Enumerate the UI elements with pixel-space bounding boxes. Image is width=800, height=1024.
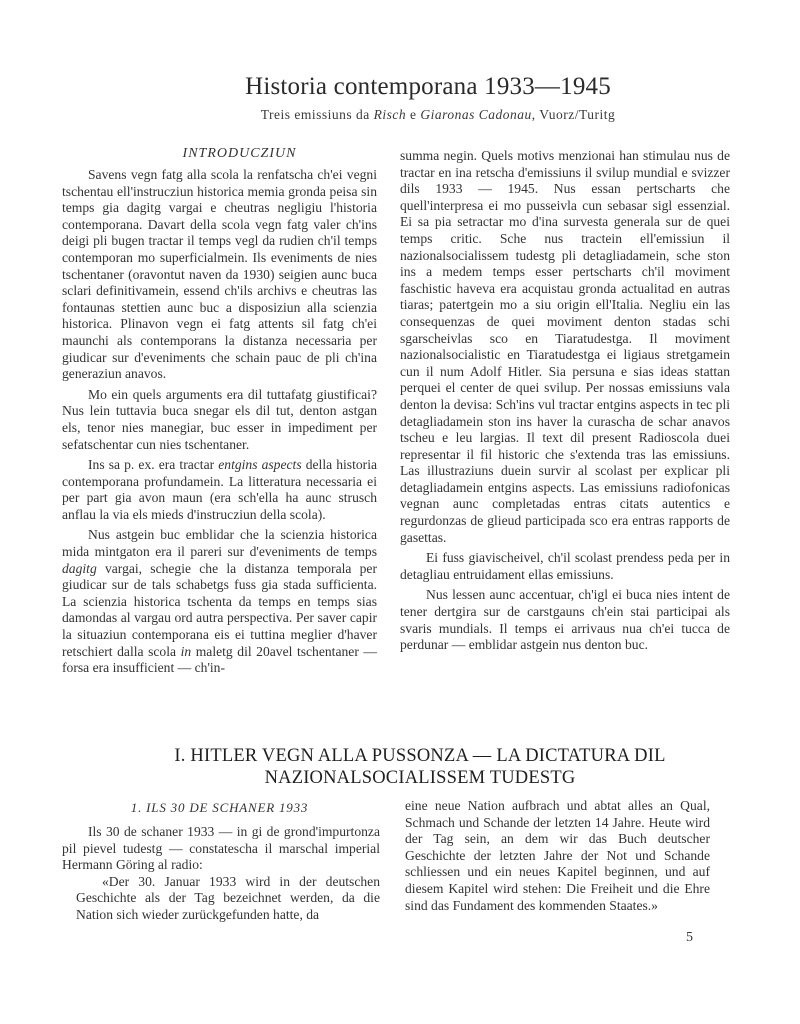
text-run: della historia contemporana profundamein. La litteratura necessaria ei per part gia avon maun (era sch'ella ha aunc strusch anflau la via els mieds d'instrucziun della scola). xyxy=(62,457,378,522)
text-run: maletg dil 20avel tschentaner — forsa era insufficient — ch'in- xyxy=(62,643,378,676)
subtitle-mid: e xyxy=(406,107,421,122)
subsection-column-left xyxy=(62,824,380,924)
emphasis-text: entgins aspects xyxy=(218,457,302,473)
intro-paragraph-5: Ei fuss giavischeivel, ch'il scolast prendess peda per in detagliau entruidament ellas emissiuns. xyxy=(400,550,730,582)
introduction-column-left xyxy=(62,167,377,677)
emphasis-text: in xyxy=(180,643,192,659)
page-number: 5 xyxy=(686,930,693,945)
intro-paragraph-3 xyxy=(62,457,377,523)
subsection-heading: 1. ILS 30 DE SCHANER 1933 xyxy=(130,800,309,815)
intro-paragraph-4 xyxy=(62,527,377,676)
intro-paragraph-2: Mo ein quels arguments era dil tuttafatg giustificai? Nus lein tuttavia buca snegar els dil tut, denton astgan els, tenor nies manegiar, buc esser in impediment per sefatschentar cun nies tschentaner. xyxy=(62,386,377,452)
subtitle-prefix: Treis emissiuns da xyxy=(260,107,374,122)
intro-paragraph-6: Nus lessen aunc accentuar, ch'igl ei buca nies intent de tener dertgira sur de carstgauns ch'ein stai participai als svaris mundials. Il temps ei arrivaus nua ch'ei tucca de perdunar — emblidar astgein nus denton buc. xyxy=(400,587,730,653)
intro-paragraph-4-continued: summa negin. Quels motivs menzionai han stimulau nus de tractar en ina retscha d'emissiuns il svilup mundial e svizzer dils 1933 — 1945. Nus essan pertscharts che quell'interpresa ei mo pusseivla cun sebasar sigl essenzial. Ei sa pia setractar mo d'ina survesta generala sur de quei temps critic. Sche nus tractein ell'emissiun il nazionalsocialissem tudestg pli detagliadamein, sche ston ins a medem temps esser pertscharts ch'il moviment faschistic haveva era acquistau gronda actualitad en autras tiaras; patertgein mo a siu origin ell'Italia. Negliu ein las consequenzas de quei moviment denton stadas schi sgarscheivlas sco en Tiaratudestga. Il moviment nazionalsocialistic en Tiaratudestga ei ligiaus stretgamein cun il num Adolf Hitler. Sia persuna e sias ideas stattan perquei el center de quei svilup. Per nossas emissiuns vala denton la devisa: Sch'ins vul tractar entgins aspects in tec pli detagliadamein ston ins haver la curascha de schar anavos tscheu e leu largias. Il text dil present Radioscola duei representar il fil historic che s'extenda tras las emissiuns. Las illustraziuns duein survir al scolast per explicar pli detagliadamein entgins aspects. Las emissiuns radiofonicas vegnan aunc completadas entras citats autentics e regurdonzas de glieud participada sco era entras rapports de gasettas. xyxy=(400,148,730,545)
page-title: Historia contemporana 1933—1945 xyxy=(245,73,611,100)
subsection-column-right xyxy=(405,798,710,914)
page-subtitle xyxy=(38,107,800,123)
subtitle-suffix: , Vuorz/Turitg xyxy=(531,107,616,122)
goering-quote-part-1: «Der 30. Januar 1933 wird in der deutschen Geschichte als der Tag bezeichnet werden, da die Nation sich wieder zurückgefunden hatte, da xyxy=(76,873,380,922)
goering-quote-part-2: eine neue Nation aufbrach und abtat alles an Qual, Schmach und Schande der letzten 14 Jahre. Heute wird der Tag sein, an dem wir das Buch deutscher Geschichte der letzten Jahre der Not und Schande schliessen und ein neues Kapitel beginnen, und auf diesem Kapitel wird stehen: Die Freiheit und die Ehre sind das Fundament des kommenden Staates.» xyxy=(405,798,710,913)
emphasis-text: dagitg xyxy=(62,560,97,576)
author-risch: Risch xyxy=(373,107,407,122)
author-giaronas-cadonau: Giaronas Cadonau xyxy=(420,107,532,122)
text-run: vargai, schegie che la distanza temporala per giudicar sur de tals schabetgs fuss gia stada sufficienta. La scienzia historica tschenta da temps en temps sias damondas al vargau ord autra perspectiva. Per saver capir la situaziun contemporana eis ei tuttina meglier d'haver retschiert dalla scola xyxy=(62,560,377,659)
text-run: Ins sa p. ex. era tractar xyxy=(88,457,219,473)
section-heading-line-2: NAZIONALSOCIALISSEM TUDESTG xyxy=(264,768,576,788)
subsection-intro: Ils 30 de schaner 1933 — in gi de grond'impurtonza pil pievel tudestg — constatescha il marschal imperial Hermann Göring al radio: xyxy=(62,824,380,873)
introduction-heading: INTRODUCZIUN xyxy=(182,146,297,161)
intro-paragraph-1: Savens vegn fatg alla scola la renfatscha ch'ei vegni tschentau ell'instrucziun historica memia gronda peisa sin temps gia dagitg vargai e cheutras negligiu l'historia contemporana. Davart della scola vegn fatg valer ch'ins deigi pli bugen tractar il temps vegl da rudien ch'il temps contemporan mo superficialmein. Ils eveniments de nies tschentaner (oravontut naven da 1930) seigien aunc buca sclari definitivamein, essend ch'ils archivs e cheutras las fontaunas stettien aunc buc a disposiziun alla scienzia historica. Plinavon vegn ei fatg attents sil fatg ch'ei maunchi als contemporans la distanza necessaria per giudicar sur d'eveniments che schain pauc de pli ch'ina generaziun anavos. xyxy=(62,167,377,382)
section-heading xyxy=(60,745,760,789)
text-run: Nus astgein buc emblidar che la scienzia historica mida mintgaton era il pareri sur d'eveniments de temps xyxy=(62,527,377,560)
section-heading-line-1: I. HITLER VEGN ALLA PUSSONZA — LA DICTATURA DIL xyxy=(174,746,666,766)
introduction-column-right xyxy=(400,148,730,654)
